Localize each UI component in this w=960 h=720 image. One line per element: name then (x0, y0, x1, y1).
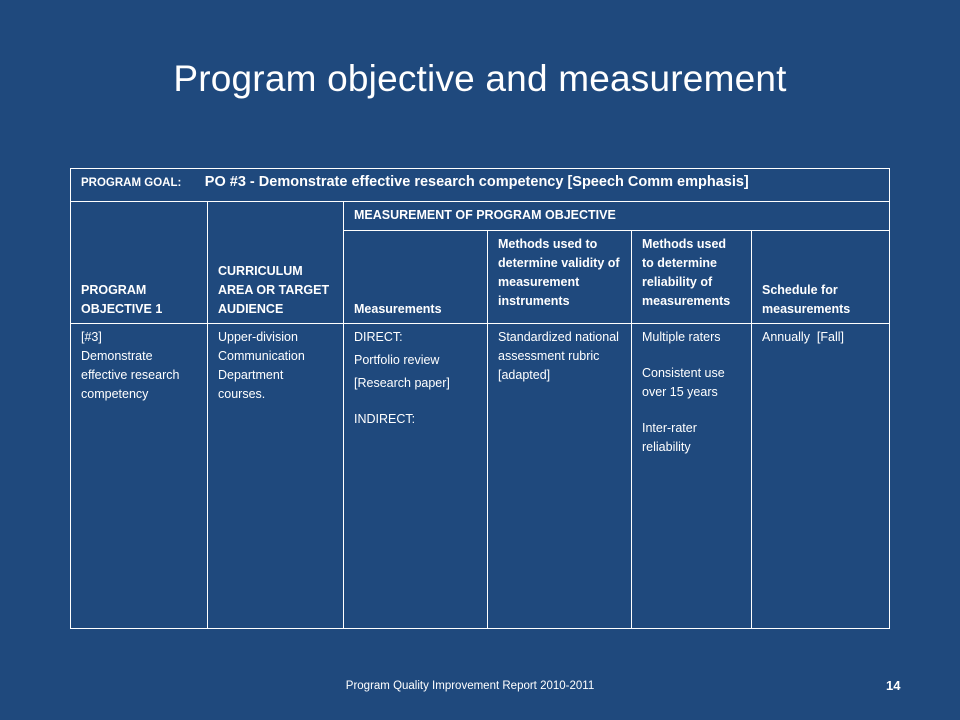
curriculum-cell: Upper-division Communication Department courses. (208, 324, 344, 629)
program-objective-header: PROGRAM OBJECTIVE 1 (71, 202, 208, 324)
slide-title: Program objective and measurement (173, 58, 787, 99)
footer-text: Program Quality Improvement Report 2010-2011 (345, 680, 595, 692)
measurement-indirect: INDIRECT: (354, 412, 416, 426)
objective-number: [#3] (81, 330, 102, 344)
objective-measurement-table (70, 168, 890, 629)
measurement-group-row (71, 202, 890, 231)
measurement-group-header: MEASUREMENT OF PROGRAM OBJECTIVE (344, 202, 890, 231)
reliability-raters: Multiple raters (642, 330, 721, 344)
program-goal-label: PROGRAM GOAL: (81, 177, 182, 189)
schedule-cell: Annually [Fall] (752, 324, 890, 629)
objective-data-row (71, 324, 890, 629)
measurements-header: Measurements (344, 231, 488, 324)
objective-cell (71, 324, 208, 629)
reliability-consistent: Consistent use over 15 years (642, 366, 725, 399)
validity-header: Methods used to determine validity of measurement instruments (488, 231, 632, 324)
measurement-direct: DIRECT: (354, 330, 403, 344)
program-goal-row (71, 169, 890, 202)
program-goal-cell (71, 169, 890, 202)
reliability-cell (632, 324, 752, 629)
objective-text: Demonstrate effective research competency (81, 349, 180, 401)
curriculum-header: CURRICULUM AREA OR TARGET AUDIENCE (208, 202, 344, 324)
program-goal-text: PO #3 - Demonstrate effective research competency [Speech Comm emphasis] (204, 174, 749, 190)
measurement-portfolio: Portfolio review (354, 353, 440, 367)
reliability-header: Methods used to determine reliability of measurements (632, 231, 752, 324)
reliability-inter-rater: Inter-rater reliability (642, 421, 697, 454)
validity-cell: Standardized national assessment rubric [adapted] (488, 324, 632, 629)
measurements-cell (344, 324, 488, 629)
measurement-research-paper: [Research paper] (354, 376, 450, 390)
page-number: 14 (886, 678, 901, 693)
schedule-header: Schedule for measurements (752, 231, 890, 324)
